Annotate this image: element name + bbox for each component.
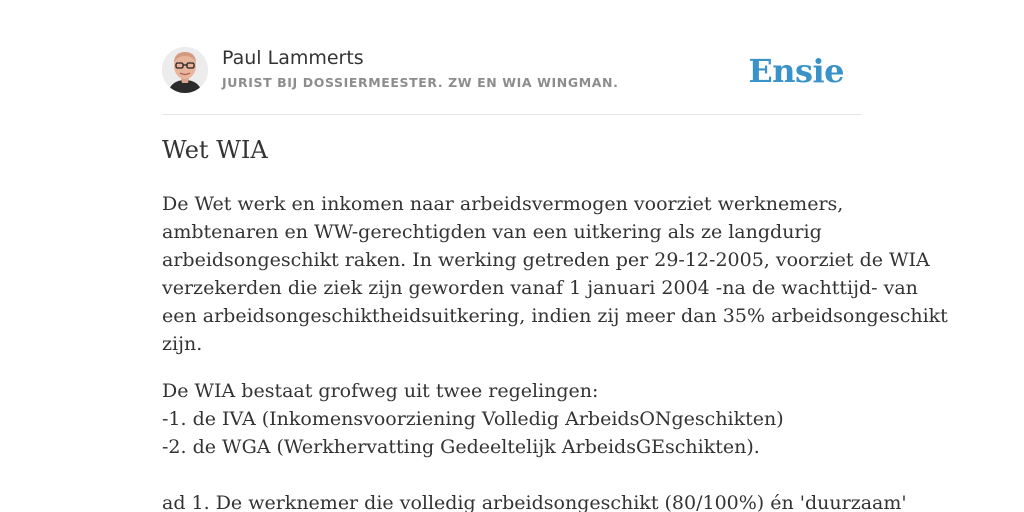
- paragraph-line: De WIA bestaat grofweg uit twee regelingen:: [162, 380, 599, 402]
- author-photo: [162, 47, 208, 93]
- paragraph-line: ambtenaren en WW-gerechtigden van een uitkering als ze langdurig: [162, 221, 822, 243]
- article-paragraph-1: [162, 190, 948, 358]
- article-content: [162, 190, 948, 512]
- paragraph-line: verzekerden die ziek zijn geworden vanaf 1 januari 2004 -na de wachttijd- van: [162, 277, 918, 299]
- paragraph-line: arbeidsongeschikt raken. In werking getreden per 29-12-2005, voorziet de WIA: [162, 249, 930, 271]
- list-item-wga: -2. de WGA (Werkhervatting Gedeeltelijk ArbeidsGEschikten).: [162, 436, 760, 458]
- author-description: JURIST BIJ DOSSIERMEESTER. ZW EN WIA WINGMAN.: [222, 75, 619, 90]
- article-header: [162, 44, 862, 115]
- paragraph-line: een arbeidsongeschiktheidsuitkering, indien zij meer dan 35% arbeidsongeschikt: [162, 305, 948, 327]
- author-name[interactable]: Paul Lammerts: [222, 47, 364, 69]
- blank-line: [162, 461, 862, 489]
- list-item-iva: -1. de IVA (Inkomensvoorziening Volledig ArbeidsONgeschikten): [162, 408, 784, 430]
- author-avatar[interactable]: [162, 47, 208, 93]
- article-paragraph-2: [162, 377, 907, 512]
- paragraph-line: zijn.: [162, 333, 203, 355]
- paragraph-line: De Wet werk en inkomen naar arbeidsvermogen voorziet werknemers,: [162, 193, 844, 215]
- ensie-logo[interactable]: Ensie: [748, 52, 844, 90]
- article-title: Wet WIA: [162, 136, 268, 164]
- paragraph-line: ad 1. De werknemer die volledig arbeidsongeschikt (80/100%) én 'duurzaam': [162, 492, 907, 512]
